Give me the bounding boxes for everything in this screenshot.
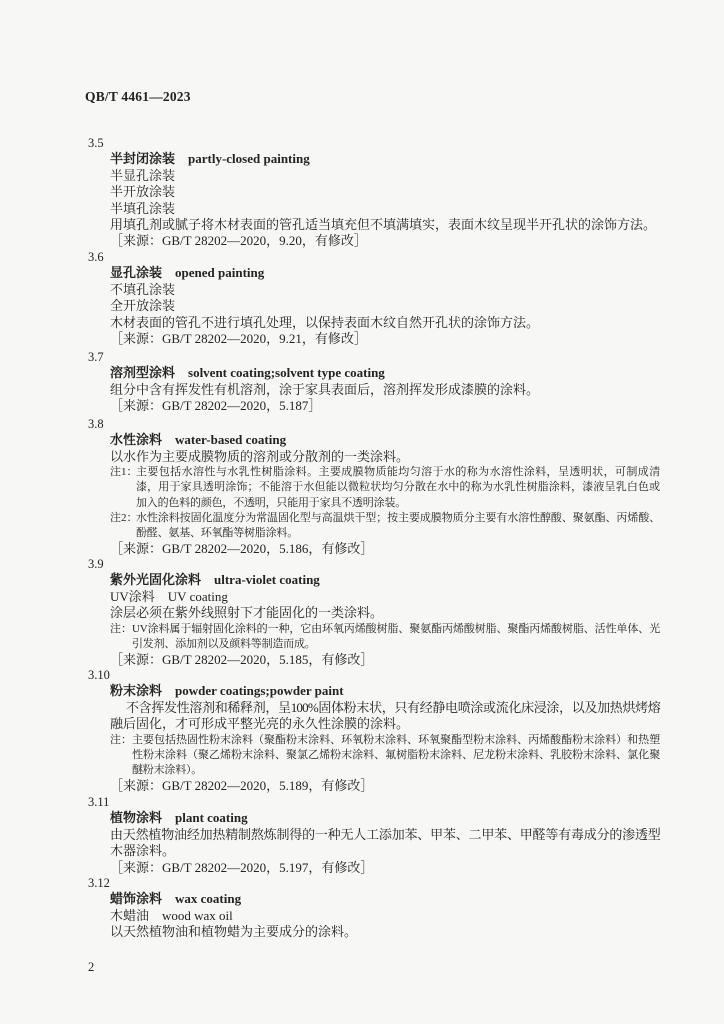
term-number: 3.6 <box>88 250 104 264</box>
term-heading <box>110 265 678 281</box>
term-entry <box>88 556 678 668</box>
note-line: 酚醛、氨基、环氧酯等树脂涂料。 <box>136 526 298 539</box>
note <box>110 622 678 652</box>
term-en: ultra-violet coating <box>214 572 320 588</box>
term-en: water-based coating <box>175 432 287 448</box>
term-heading <box>110 432 678 448</box>
definition-line: 以水作为主要成膜物质的溶剂或分散剂的一类涂料。 <box>110 448 410 464</box>
term-en: powder coatings;powder paint <box>175 683 344 699</box>
term-entry <box>88 135 678 250</box>
synonym-zh: 半填孔涂装 <box>110 200 176 216</box>
synonym-zh: 半显孔涂装 <box>110 167 176 183</box>
term-zh: 紫外光固化涂料 <box>110 572 202 588</box>
term-zh: 植物涂料 <box>110 810 163 826</box>
term-heading <box>110 151 678 167</box>
term-zh: 溶剂型涂料 <box>110 365 176 381</box>
term-entry <box>88 349 678 415</box>
term-number: 3.9 <box>88 557 104 571</box>
synonym-zh: 半开放涂装 <box>110 184 176 200</box>
definition-line: 融后固化，才可形成平整光亮的永久性涂膜的涂料。 <box>110 716 410 732</box>
synonym <box>110 589 678 605</box>
term-en: solvent coating;solvent type coating <box>188 365 385 381</box>
note-label: 注： <box>110 733 132 746</box>
source-citation: ［来源：GB/T 28202—2020，5.186，有修改］ <box>110 541 374 557</box>
term-number: 3.12 <box>88 876 110 890</box>
term-zh: 半封闭涂装 <box>110 151 176 167</box>
note <box>110 465 678 511</box>
source-citation: ［来源：GB/T 28202—2020，9.20，有修改］ <box>110 233 367 249</box>
definition-line: 木器涂料。 <box>110 843 176 859</box>
definition-line: 不含挥发性溶剂和稀释剂，呈100%固体粉末状，只有经静电喷涂或流化床浸涂，以及加热烘烤熔 <box>126 699 660 715</box>
term-en: partly-closed painting <box>188 151 310 167</box>
note-line: 加入的色料的颜色，不透明，只能用于家具不透明涂装。 <box>136 496 406 509</box>
definition-line: 组分中含有挥发性有机溶剂，涂于家具表面后，溶剂挥发形成漆膜的涂料。 <box>110 381 540 397</box>
term-number: 3.10 <box>88 668 110 682</box>
note-line: 主要包括热固性粉末涂料（聚酯粉末涂料、环氧粉末涂料、环氧聚酯型粉末涂料、丙烯酸酯粉末涂料）和热塑 <box>132 733 660 746</box>
term-zh: 水性涂料 <box>110 432 163 448</box>
term-number: 3.5 <box>88 136 104 150</box>
page-number: 2 <box>88 960 95 974</box>
definition-line: 由天然植物油经加热精制熬炼制得的一种无人工添加苯、甲苯、二甲苯、甲醛等有毒成分的渗透型 <box>110 826 660 842</box>
note-label: 注1： <box>110 466 138 479</box>
term-en: wax coating <box>175 891 242 907</box>
synonym-en: UV coating <box>167 588 228 604</box>
term-number: 3.11 <box>88 795 110 809</box>
term-heading <box>110 365 678 381</box>
term-heading <box>110 683 678 699</box>
term-entry <box>88 667 678 795</box>
note-line: 水性涂料按固化温度分为常温固化型与高温烘干型；按主要成膜物质分主要有水溶性醇酸、聚氨酯、丙烯酸、 <box>136 511 660 524</box>
synonym-en: wood wax oil <box>162 907 233 923</box>
term-zh: 显孔涂装 <box>110 265 163 281</box>
term-entry <box>88 875 678 941</box>
synonym-zh: UV涂料 <box>110 588 155 604</box>
synonym <box>110 908 678 924</box>
source-citation: ［来源：GB/T 28202—2020，5.185，有修改］ <box>110 651 374 667</box>
note <box>110 733 678 779</box>
synonym-zh: 木蜡油 <box>110 907 150 923</box>
definition-line: 以天然植物油和植物蜡为主要成分的涂料。 <box>110 924 358 940</box>
definition-line: 涂层必须在紫外线照射下才能固化的一类涂料。 <box>110 605 384 621</box>
term-entry <box>88 794 678 876</box>
synonym-zh: 全开放涂装 <box>110 298 176 314</box>
term-entry <box>88 416 678 558</box>
synonym-zh: 不填孔涂装 <box>110 281 176 297</box>
source-citation: ［来源：GB/T 28202—2020，9.21，有修改］ <box>110 330 367 346</box>
note-line: UV涂料属于辐射固化涂料的一种，它由环氧丙烯酸树脂、聚氨酯丙烯酸树脂、聚酯丙烯酸树脂、活性单体、光 <box>132 622 660 635</box>
source-citation: ［来源：GB/T 28202—2020，5.197，有修改］ <box>110 859 374 875</box>
note-line: 性粉末涂料（聚乙烯粉末涂料、聚氯乙烯粉末涂料、氟树脂粉末涂料、尼龙粉末涂料、乳胶粉末涂料、氯化聚 <box>132 748 660 761</box>
source-citation: ［来源：GB/T 28202—2020，5.187］ <box>110 398 322 414</box>
term-zh: 蜡饰涂料 <box>110 891 163 907</box>
term-heading <box>110 891 678 907</box>
note-line: 引发剂、添加剂以及颜料等制造而成。 <box>132 637 316 650</box>
note-label: 注2： <box>110 511 138 524</box>
term-en: opened painting <box>175 265 265 281</box>
note <box>110 511 678 541</box>
note-label: 注： <box>110 622 132 635</box>
source-citation: ［来源：GB/T 28202—2020，5.189，有修改］ <box>110 778 374 794</box>
term-en: plant coating <box>175 810 248 826</box>
document-code: QB/T 4461—2023 <box>85 89 191 104</box>
term-number: 3.7 <box>88 350 104 364</box>
term-heading <box>110 810 678 826</box>
definition-line: 木材表面的管孔不进行填孔处理，以保持表面木纹自然开孔状的涂饰方法。 <box>110 314 540 330</box>
note-line: 醚粉末涂料）。 <box>132 763 203 776</box>
term-zh: 粉末涂料 <box>110 683 163 699</box>
note-line: 漆，用于家具透明涂饰；不能溶于水但能以微粒状均匀分散在水中的称为水乳性树脂涂料，漆液呈乳白色或 <box>136 481 660 494</box>
term-heading <box>110 572 678 588</box>
term-entry <box>88 249 678 347</box>
note-line: 主要包括水溶性与水乳性树脂涂料。主要成膜物质能均匀溶于水的称为水溶性涂料，呈透明状，可制成清 <box>136 466 660 479</box>
definition-line: 用填孔剂或腻子将木材表面的管孔适当填充但不填满填实，表面木纹呈现半开孔状的涂饰方法。 <box>110 216 657 232</box>
term-number: 3.8 <box>88 417 104 431</box>
